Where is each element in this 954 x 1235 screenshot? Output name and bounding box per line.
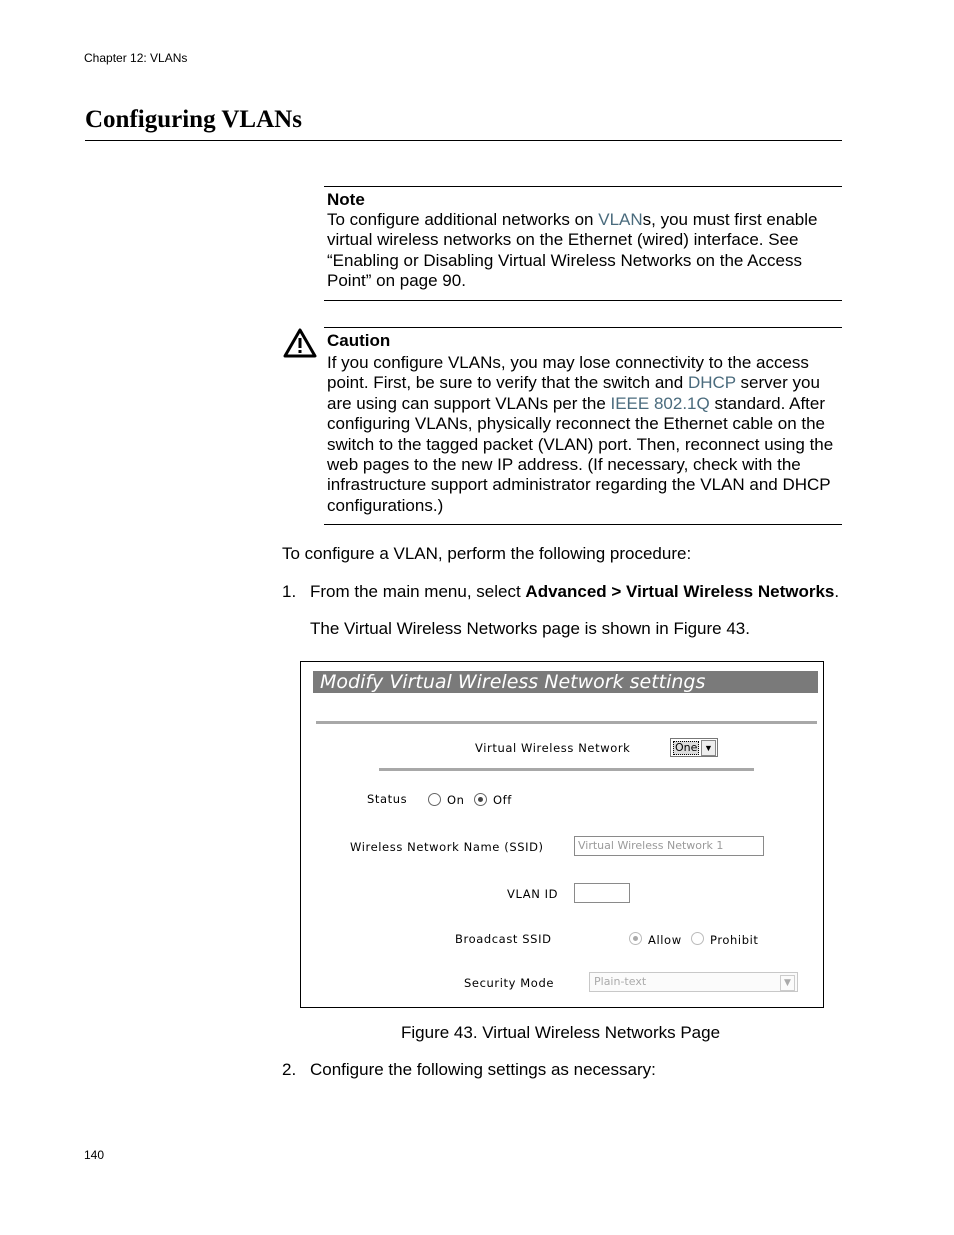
vlan-link[interactable]: VLAN [598, 210, 643, 229]
caution-body: If you configure VLANs, you may lose connectivity to the access point. First, be sure to verify that the switch and DHCP server you are using can support VLANs per the IEEE 802.1Q standard. After configuring VLANs, physically reconnect the Ethernet cable on the switch to the tagged packet (VLAN) port. Then, reconnect using the web pages to the new IP address. (If necessary, check with the infrastructure support administrator regarding the VLAN and DHCP configurations.) [327, 353, 834, 515]
ssid-label: Wireless Network Name (SSID) [350, 840, 544, 854]
dhcp-link[interactable]: DHCP [687, 373, 736, 393]
figure-screenshot [300, 661, 824, 1008]
vwn-label: Virtual Wireless Network [475, 741, 631, 755]
caution-bottom-rule [324, 524, 842, 525]
status-label: Status [367, 792, 408, 806]
warning-triangle-icon [283, 328, 317, 358]
note-bottom-rule [324, 300, 842, 301]
status-off-label: Off [493, 793, 512, 807]
step-2-number: 2. [282, 1060, 297, 1079]
status-on-label: On [447, 793, 465, 807]
section-title: Configuring VLANs [85, 106, 302, 133]
vlan-id-input[interactable] [574, 883, 630, 903]
broadcast-prohibit-radio[interactable] [691, 932, 704, 945]
page-number: 140 [84, 1148, 105, 1162]
broadcast-prohibit-label: Prohibit [710, 933, 759, 947]
status-off-radio[interactable] [474, 793, 487, 806]
figure-divider-mid [379, 768, 754, 771]
security-mode-value: Plain-text [594, 975, 647, 988]
step-2-text: Configure the following settings as necessary: [310, 1060, 656, 1079]
figure-header: Modify Virtual Wireless Network settings [313, 671, 818, 693]
caution-top-rule [324, 327, 842, 328]
step-1-number: 1. [282, 582, 297, 601]
vwn-select[interactable] [670, 738, 718, 757]
vlan-id-label: VLAN ID [507, 887, 559, 901]
security-mode-select[interactable] [589, 972, 798, 992]
caution-heading: Caution [327, 331, 391, 350]
title-rule [85, 140, 842, 141]
figure-divider-top [316, 721, 817, 724]
vwn-select-value: One [675, 741, 698, 754]
broadcast-allow-radio[interactable] [629, 932, 642, 945]
status-on-radio[interactable] [428, 793, 441, 806]
intro-text: To configure a VLAN, perform the following procedure: [282, 544, 692, 563]
running-head: Chapter 12: VLANs [84, 51, 188, 65]
note-body: To configure additional networks on VLANs, you must first enable virtual wireless networks on the Ethernet (wired) interface. See “Enabling or Disabling Virtual Wireless Networks on the Access Point” on page 90. [327, 210, 818, 291]
chevron-down-icon: ▼ [701, 740, 716, 756]
ieee-8021q-link[interactable]: IEEE 802.1Q [610, 393, 710, 413]
security-mode-label: Security Mode [464, 976, 555, 990]
chevron-down-icon: ▼ [780, 975, 795, 991]
step-1-text: From the main menu, select Advanced > Virtual Wireless Networks. [310, 582, 840, 601]
broadcast-allow-label: Allow [648, 933, 682, 947]
note-top-rule [324, 186, 842, 187]
broadcast-ssid-label: Broadcast SSID [455, 932, 552, 946]
note-heading: Note [327, 190, 365, 209]
figure-caption: Figure 43. Virtual Wireless Networks Page [401, 1023, 721, 1042]
ssid-input[interactable]: Virtual Wireless Network 1 [574, 836, 764, 856]
step-1-note: The Virtual Wireless Networks page is shown in Figure 43. [310, 619, 750, 638]
